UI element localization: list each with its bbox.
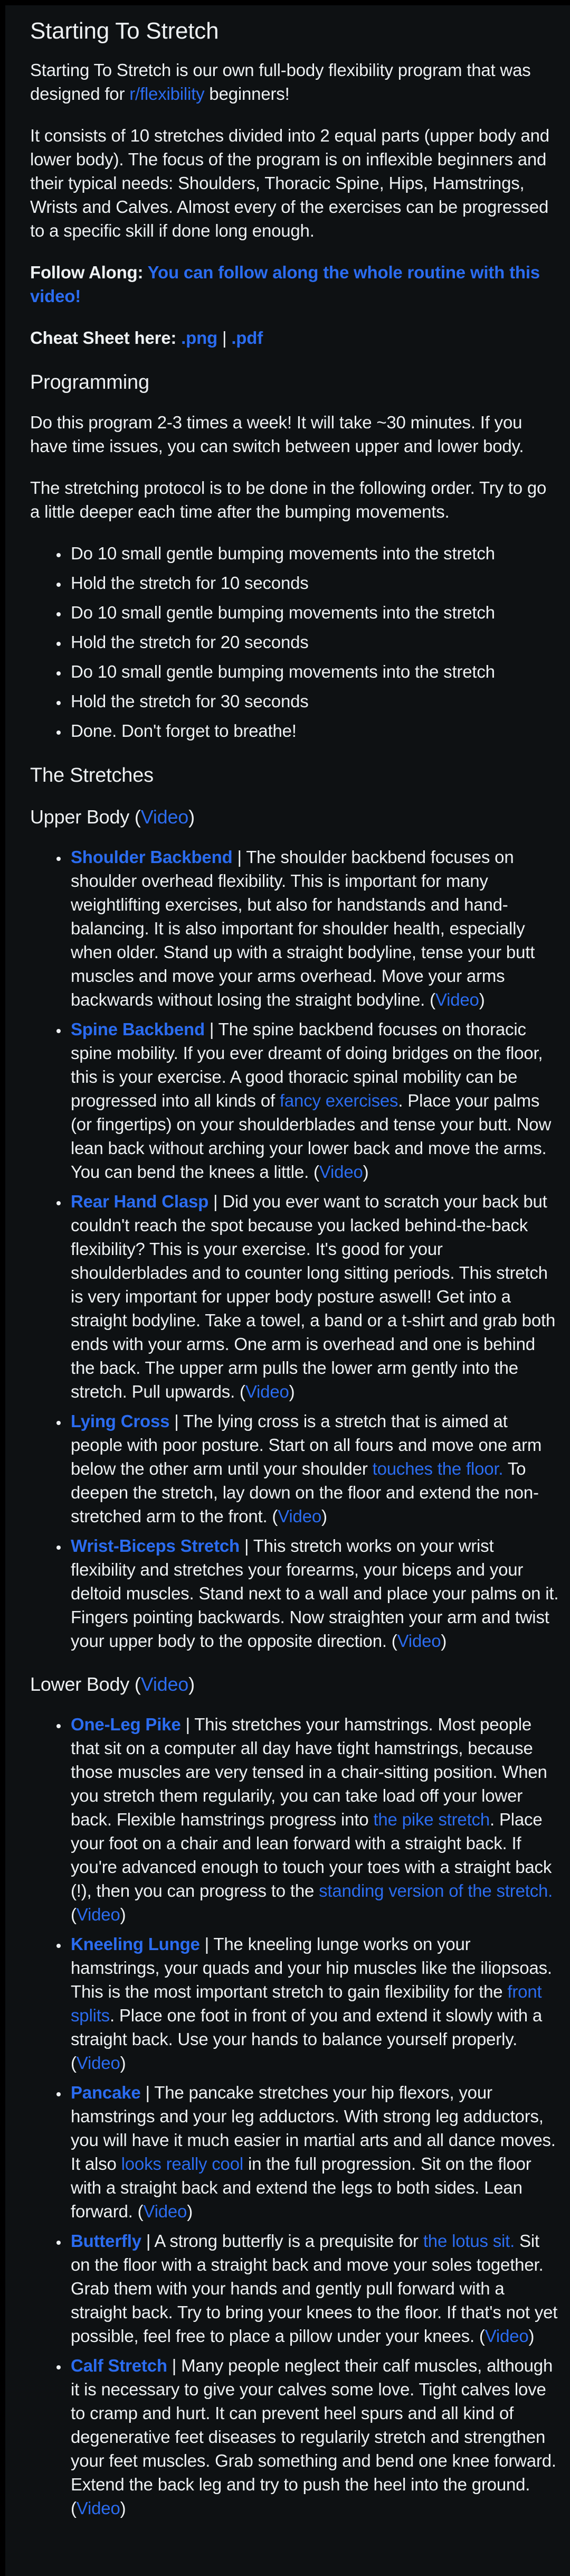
protocol-intro-paragraph: The stretching protocol is to be done in the following order. Try to go a little deeper each time after the bumping movements. — [30, 478, 547, 521]
stretch-item-pancake: • Pancake | The pancake stretches your hip flexors, your hamstrings and your leg adductors. With strong leg adductors, you will have it much easier in martial arts and all dance moves. It also looks really cool in the full progression. Sit on the floor with a straight back and extend the legs to both sides. Lean forward. (Video) — [69, 2081, 559, 2223]
video-link[interactable]: Video — [76, 1905, 120, 1924]
protocol-list — [30, 541, 559, 743]
programming-heading: Programming — [30, 371, 149, 394]
video-link[interactable]: Video — [484, 2326, 529, 2346]
frequency-paragraph: Do this program 2-3 times a week! It will take ~30 minutes. If you have time issues, you can switch between upper and lower body. — [30, 413, 524, 456]
bold-label: Follow Along: — [30, 263, 148, 282]
fancy-exercises-link[interactable]: fancy exercises — [279, 1091, 398, 1110]
video-link[interactable]: Video — [397, 1631, 441, 1651]
protocol-item: • Hold the stretch for 30 seconds — [69, 689, 559, 713]
intro-paragraph: Starting To Stretch is our own full-body flexibility program that was designed for r/flexibility beginners! — [30, 60, 531, 104]
video-link[interactable]: Video — [245, 1382, 289, 1401]
butterfly-link[interactable]: Butterfly — [71, 2231, 141, 2251]
protocol-item: • Do 10 small gentle bumping movements into the stretch — [69, 660, 559, 683]
stretch-item-shoulder-backbend: • Shoulder Backbend | The shoulder backbend focuses on shoulder overhead flexibility. This is important for many weightlifting exercises, but also for handstands and hand-balancing. It is also important for shoulder health, especially when older. Stand up with a straight bodyline, tense your butt muscles and move your arms overhead. Move your arms backwards without losing the straight bodyline. (Video) — [69, 845, 559, 1011]
video-link[interactable]: Video — [143, 2202, 187, 2221]
stretch-item-lying-cross: • Lying Cross | The lying cross is a stretch that is aimed at people with poor posture. Start on all fours and move one arm below the other arm until your shoulder touches the floor. To deepen the stretch, lay down on the floor and extend the non-stretched arm to the front. (Video) — [69, 1409, 559, 1528]
cheatsheet-png-link[interactable]: .png — [181, 328, 217, 348]
video-link[interactable]: Video — [76, 2053, 120, 2073]
lower-body-heading: Lower Body (Video) — [30, 1673, 195, 1695]
page-title: Starting To Stretch — [30, 18, 219, 44]
standing-version-link[interactable]: standing version of the stretch. — [319, 1881, 553, 1900]
protocol-item: • Hold the stretch for 10 seconds — [69, 571, 559, 595]
pike-stretch-link[interactable]: the pike stretch — [373, 1810, 490, 1829]
bold-label: Cheat Sheet here: — [30, 328, 182, 348]
rear-hand-clasp-link[interactable]: Rear Hand Clasp — [71, 1192, 209, 1211]
shoulder-backbend-link[interactable]: Shoulder Backbend — [71, 847, 233, 867]
stretch-item-kneeling-lunge: • Kneeling Lunge | The kneeling lunge works on your hamstrings, your quads and your hip muscles like the iliopsoas. This is the most important stretch to gain flexibility for the front splits. Place one foot in front of you and extend it slowly with a straight back. Use your hands to balance yourself properly. (Video) — [69, 1932, 559, 2075]
front-splits-link[interactable]: front splits — [71, 1982, 542, 2025]
wrist-biceps-stretch-link[interactable]: Wrist-Biceps Stretch — [71, 1536, 240, 1556]
stretches-heading: The Stretches — [30, 764, 154, 786]
video-link[interactable]: Video — [435, 990, 479, 1009]
stretch-item-butterfly: • Butterfly | A strong butterfly is a prequisite for the lotus sit. Sit on the floor with a straight back and move your soles together. Grab them with your hands and gently pull forward with a straight back. Try to bring your knees to the floor. If that's not yet possible, feel free to place a pillow under your knees. (Video) — [69, 2229, 559, 2348]
wiki-article — [5, 5, 570, 2576]
kneeling-lunge-link[interactable]: Kneeling Lunge — [71, 1934, 200, 1954]
video-link[interactable]: Video — [319, 1162, 363, 1182]
one-leg-pike-link[interactable]: One-Leg Pike — [71, 1715, 181, 1734]
stretch-item-one-leg-pike: • One-Leg Pike | This stretches your hamstrings. Most people that sit on a computer all day have tight hamstrings, because those muscles are very tensed in a chair-sitting position. When you stretch them regularily, you can take load off your lower back. Flexible hamstrings progress into the pike stretch. Place your foot on a chair and lean forward with a straight back. If you're advanced enough to touch your toes with a straight back (!), then you can progress to the standing version of the stretch. (Video) — [69, 1712, 559, 1926]
stretch-item-rear-hand-clasp: • Rear Hand Clasp | Did you ever want to scratch your back but couldn't reach the spot because you lacked behind-the-back flexibility? This is your exercise. It's good for your shoulderblades and to counter long sitting periods. This stretch is very important for upper body posture aswell! Get into a straight bodyline. Take a towel, a band or a t-shirt and grab both ends with your arms. One arm is overhead and one is behind the back. The upper arm pulls the lower arm gently into the stretch. Pull upwards. (Video) — [69, 1189, 559, 1403]
stretch-item-calf-stretch: • Calf Stretch | Many people neglect their calf muscles, although it is necessary to give your calves some love. Tight calves love to cramp and hurt. It can prevent heel spurs and all kind of degenerative feet diseases to regularily stretch and strengthen your feet muscles. Grab something and bend one knee forward. Extend the back leg and try to push the heel into the ground. (Video) — [69, 2354, 559, 2520]
lower-body-list — [30, 1712, 559, 2520]
protocol-item: • Hold the stretch for 20 seconds — [69, 630, 559, 654]
video-link[interactable]: Video — [76, 2498, 120, 2518]
upper-body-video-link[interactable]: Video — [140, 806, 189, 828]
video-link[interactable]: Video — [278, 1506, 322, 1526]
cheatsheet-pdf-link[interactable]: .pdf — [231, 328, 263, 348]
follow-along-video-link[interactable]: You can follow along the whole routine with this video! — [30, 263, 540, 306]
touches-the-floor-link[interactable]: touches the floor. — [372, 1459, 504, 1478]
cheat-sheet-paragraph: Cheat Sheet here: .png | .pdf — [30, 328, 263, 348]
protocol-item: • Do 10 small gentle bumping movements into the stretch — [69, 601, 559, 624]
stretch-item-wrist-biceps: • Wrist-Biceps Stretch | This stretch works on your wrist flexibility and stretches your forearms, your biceps and your deltoid muscles. Stand next to a wall and place your palms on it. Fingers pointing backwards. Now straighten your arm and twist your upper body to the opposite direction. (Video) — [69, 1534, 559, 1653]
spine-backbend-link[interactable]: Spine Backbend — [71, 1019, 205, 1039]
overview-paragraph: It consists of 10 stretches divided into 2 equal parts (upper body and lower body). The focus of the program is on inflexible beginners and their typical needs: Shoulders, Thoracic Spine, Hips, Hamstrings, Wrists and Calves. Almost every of the exercises can be progressed to a specific skill if done long enough. — [30, 126, 549, 240]
upper-body-list — [30, 845, 559, 1653]
subreddit-link[interactable]: r/flexibility — [129, 84, 205, 104]
calf-stretch-link[interactable]: Calf Stretch — [71, 2356, 167, 2375]
pancake-link[interactable]: Pancake — [71, 2083, 141, 2102]
follow-along-paragraph — [30, 260, 559, 308]
upper-body-heading: Upper Body (Video) — [30, 806, 195, 828]
looks-really-cool-link[interactable]: looks really cool — [121, 2154, 243, 2174]
protocol-item: • Done. Don't forget to breathe! — [69, 719, 559, 743]
lower-body-video-link[interactable]: Video — [140, 1673, 189, 1695]
stretch-item-spine-backbend: • Spine Backbend | The spine backbend focuses on thoracic spine mobility. If you ever dreamt of doing bridges on the floor, this is your exercise. A good thoracic spinal mobility can be progressed into all kinds of fancy exercises. Place your palms (or fingertips) on your shoulderblades and tense your butt. Now lean back without arching your lower back and move the arms. You can bend the knees a little. (Video) — [69, 1017, 559, 1184]
protocol-item: • Do 10 small gentle bumping movements into the stretch — [69, 541, 559, 565]
lotus-sit-link[interactable]: the lotus sit. — [423, 2231, 515, 2251]
lying-cross-link[interactable]: Lying Cross — [71, 1411, 170, 1431]
